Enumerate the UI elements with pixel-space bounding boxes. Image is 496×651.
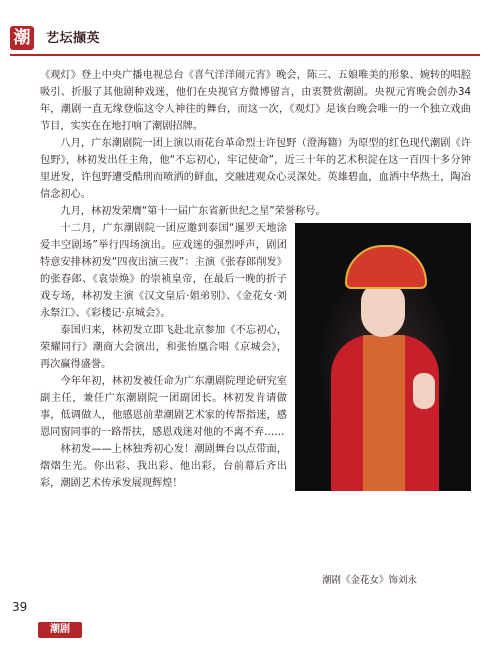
paragraph-7: 林初发——上林独秀初心发！潮剧舞台以点带面，熠熠生光。你出彩、我出彩、他出彩，台前幕后齐出彩，潮剧艺术传承发展现辉煌！ [40, 444, 287, 489]
paragraph-2: 八月，广东潮剧院一团上演以雨花台革命烈士许包野（澄海籍）为原型的红色现代潮剧《许包野》，林初发出任主角，他“不忘初心，牢记使命”，近三十年的艺术积淀在这一百四十多分钟里迸发，许包野遭受酷刑而喷洒的鲜血，交融进观众心灵深处。英雄碧血，血洒中华热土，陶冶信念初心。 [40, 138, 471, 200]
paragraph-3: 九月，林初发荣膺“第十一届广东省新世纪之星”荣誉称号。 [60, 206, 326, 217]
seal-logo: 潮 [10, 26, 34, 50]
paragraph-1: 《观灯》登上中央广播电视总台《喜气洋洋闹元宵》晚会，陈三、五娘唯美的形象、婉转的唱腔吸引、折服了其他剧种戏迷，他们在央视官方微博留言，由衷赞赏潮剧。央视元宵晚会创办34年，潮剧一直无缘登临这令人神往的舞台，而这一次，《观灯》是该台晚会唯一的一个独立戏曲节目，实实在在地打响了潮剧招牌。 [40, 70, 471, 132]
page-number: 39 [12, 600, 28, 614]
thumbs-up-shape [413, 373, 435, 409]
opera-photo [295, 223, 471, 491]
headdress-shape [345, 245, 427, 289]
magazine-logo: 潮剧 [38, 622, 82, 638]
section-header [10, 26, 480, 54]
section-title: 艺坛撷英 [46, 31, 101, 46]
face-shape [361, 283, 405, 337]
article-body [40, 67, 471, 493]
header-divider [10, 54, 480, 56]
paragraph-6: 今年年初，林初发被任命为广东潮剧院理论研究室副主任，兼任广东潮剧院一团副团长。林初发肯请做事，低调做人，他感恩前辈潮剧艺术家的传帮指迷，感恩同窗同事的一路帮扶，感恩戏迷对他的不离不弃…… [40, 376, 287, 438]
paragraph-4: 十二月，广东潮剧院一团应邀到泰国“暹罗天地涂爱丰空剧场”举行四场演出。应戏迷的强烈呼声，剧团特意安排林初发“四夜出演三夜”：主演《张春郎削发》的张春郎、《袁崇焕》的崇祯皇帝，在最后一晚的折子戏专场，林初发主演《汉文皇后·姐弟别》、《金花女·刘永祭江》、《彩楼记·京城会》。 [40, 223, 287, 319]
paragraph-5: 泰国归来，林初发立即飞赴北京参加《不忘初心，荣耀同行》潮商大会演出，和张怡凰合唱《京城会》，再次赢得盛誉。 [40, 325, 287, 370]
photo-caption: 潮剧《金花女》饰刘永 [322, 575, 418, 586]
